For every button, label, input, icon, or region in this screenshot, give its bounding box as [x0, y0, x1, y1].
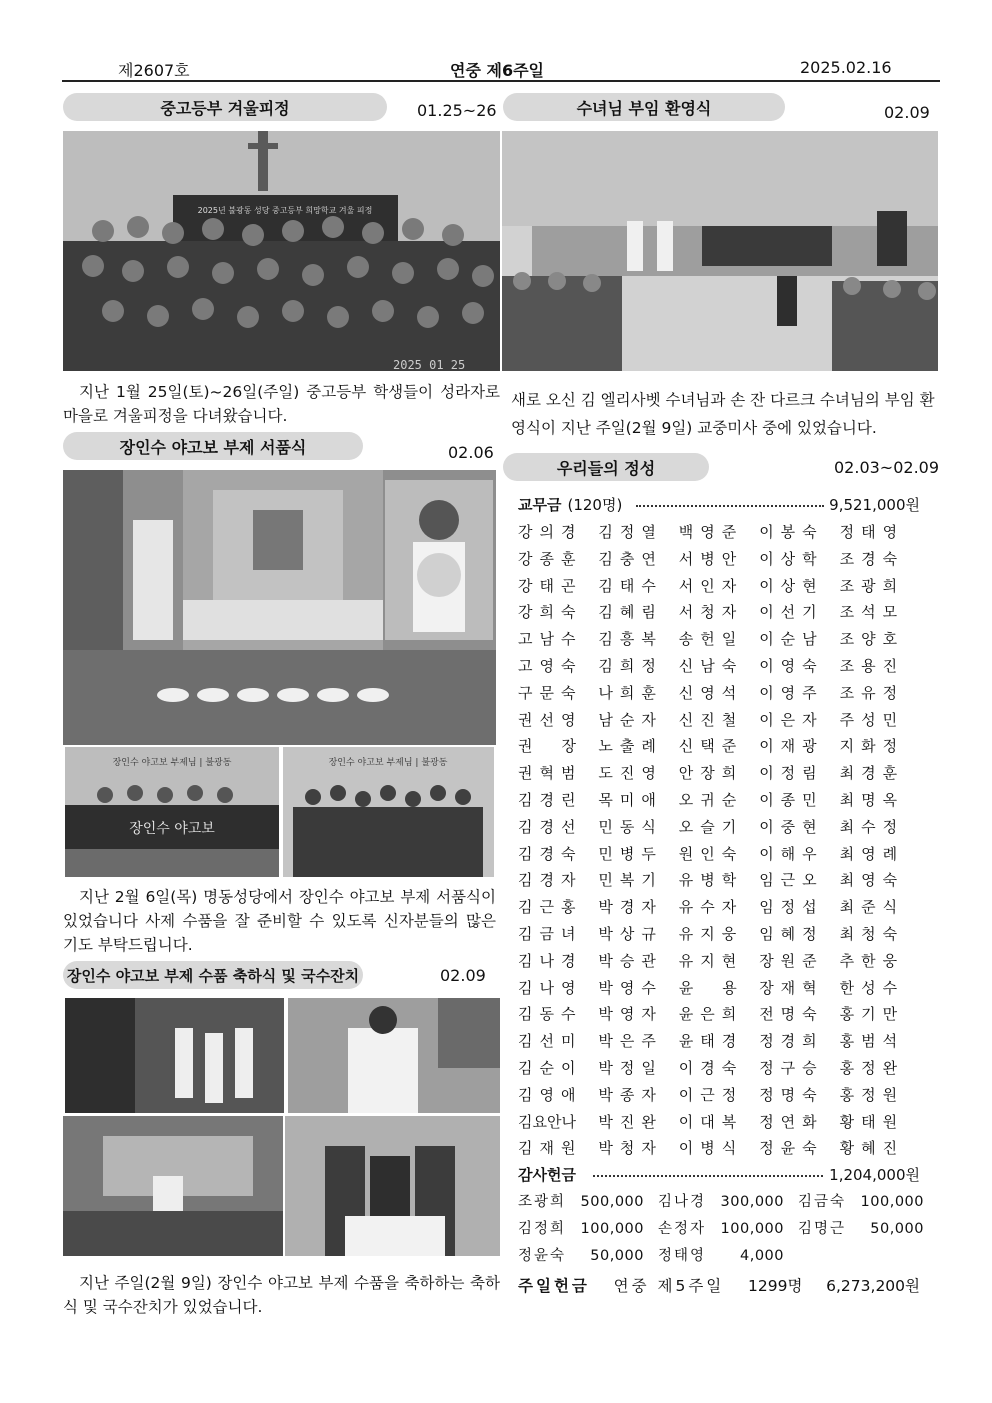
donor-name: 윤태경 [678, 1032, 744, 1051]
thanks-donor-amount: 4,000 [739, 1248, 784, 1265]
donor-name: 이정림 [759, 764, 824, 783]
donor-name: 조용진 [839, 656, 905, 675]
sunday-offering-label: 주일헌금 [518, 1277, 590, 1295]
donor-name: 고영숙 [518, 656, 583, 675]
education-offering-row [518, 492, 920, 519]
thanks-donor-name: 김명근 [798, 1221, 847, 1238]
thanks-donor-amount: 100,000 [860, 1194, 924, 1211]
donor-names-grid [518, 519, 920, 1162]
donor-name: 박상규 [598, 924, 663, 943]
section-date-sisters-welcome: 02.09 [884, 103, 930, 122]
photo-ordination-group-left [65, 747, 279, 877]
leader-dots [636, 492, 824, 507]
donor-name: 임혜정 [759, 924, 824, 943]
donor-name: 조석모 [839, 603, 905, 622]
donor-name: 강희숙 [518, 603, 583, 622]
donor-name: 서병안 [678, 549, 744, 568]
donor-name-row [518, 626, 920, 653]
donor-name: 김흥복 [598, 630, 663, 649]
donor-name: 김요안나 [518, 1112, 576, 1131]
photo-sisters-welcome [502, 131, 938, 371]
education-offering-count: (120명) [567, 496, 623, 514]
donor-name-row [518, 1135, 920, 1162]
sunday-offering-amount: 6,273,200원 [826, 1277, 920, 1295]
donor-name: 박정일 [598, 1058, 663, 1077]
donor-name: 홍기만 [839, 1005, 905, 1024]
donor-name: 고남수 [518, 630, 583, 649]
photo-celebration-mass [63, 1116, 283, 1256]
donor-name: 민복기 [598, 871, 663, 890]
donor-name: 박청자 [598, 1139, 663, 1158]
donor-name: 김희정 [598, 656, 663, 675]
donor-name-row [518, 653, 920, 680]
section-date-winter-retreat: 01.25~26 [417, 101, 497, 120]
donor-name: 유지현 [678, 951, 744, 970]
donor-name: 도진영 [598, 764, 663, 783]
thanks-donor-row [518, 1189, 924, 1216]
donor-name: 민동식 [598, 817, 663, 836]
donor-name: 홍정원 [839, 1085, 905, 1104]
donor-name: 정구승 [759, 1058, 824, 1077]
donor-name: 조광희 [839, 576, 905, 595]
donor-name: 주성민 [839, 710, 905, 729]
donor-name: 나희훈 [598, 683, 663, 702]
donor-name-row [518, 948, 920, 975]
donor-name: 오슬기 [678, 817, 744, 836]
donor-name-row [518, 841, 920, 868]
donor-name: 홍범석 [839, 1032, 905, 1051]
donor-name-row [518, 519, 920, 546]
donor-name: 유수자 [678, 898, 744, 917]
leader-dots [593, 1162, 823, 1177]
donor-name: 목미애 [598, 790, 663, 809]
donor-name: 권혁범 [518, 764, 583, 783]
thanks-donor-row [518, 1243, 920, 1270]
donor-name: 정태영 [839, 523, 905, 541]
thanks-offering-label: 감사헌금 [518, 1166, 576, 1185]
donor-name: 김영애 [518, 1085, 583, 1104]
education-offering-label: 교무금 (120명) [518, 496, 623, 514]
donor-name: 원인숙 [678, 844, 744, 863]
donor-name: 정경희 [759, 1032, 824, 1051]
thanks-donor-amount: 50,000 [590, 1248, 644, 1265]
donor-name: 박영수 [598, 978, 663, 997]
donor-name: 이중현 [759, 817, 824, 836]
donor-name: 임정섭 [759, 898, 824, 917]
issue-date: 2025.02.16 [800, 58, 892, 77]
caption-sisters-welcome: 새로 오신 김 엘리사벳 수녀님과 손 잔 다르크 수녀님의 부임 환영식이 지난 주일(2월 9일) 교중미사 중에 있었습니다. [511, 391, 935, 437]
donor-name: 신남숙 [678, 656, 744, 675]
donor-name: 박은주 [598, 1032, 663, 1051]
donor-name: 신영석 [678, 683, 744, 702]
donor-name: 권 장 [518, 737, 583, 756]
donor-name: 이병식 [678, 1139, 744, 1158]
donor-name: 김재원 [518, 1139, 583, 1158]
photo-ordination-ceremony [63, 470, 496, 745]
donor-name-row [518, 599, 920, 626]
donor-name: 서청자 [678, 603, 744, 622]
donor-name: 홍정완 [839, 1058, 905, 1077]
donor-name: 유지웅 [678, 924, 744, 943]
donor-name-row [518, 1109, 920, 1136]
donor-name: 정윤숙 [759, 1139, 824, 1158]
donor-name: 이해우 [759, 844, 824, 863]
donor-name: 서인자 [678, 576, 744, 595]
donor-name: 박진완 [598, 1112, 663, 1131]
donor-name: 최명옥 [839, 790, 905, 809]
donor-name: 신택준 [678, 737, 744, 756]
caption-ordination: 지난 2월 6일(목) 명동성당에서 장인수 야고보 부제 서품식이 있었습니다 사제 수품을 잘 준비할 수 있도록 신자분들의 많은 기도 부탁드립니다. [63, 888, 496, 954]
donor-name: 김선미 [518, 1032, 583, 1051]
banner-right-text: 장인수 야고보 부제님 | 불광동 [328, 758, 448, 768]
donor-name: 정연화 [759, 1112, 824, 1131]
thanks-donor-name: 김나경 [658, 1194, 707, 1211]
donor-name: 강의경 [518, 523, 583, 541]
section-title-offerings: 우리들의 정성 [503, 453, 709, 481]
page-header [62, 58, 940, 82]
donor-name: 김충연 [598, 549, 663, 568]
donor-name: 김정열 [598, 523, 663, 541]
donor-name: 최청숙 [839, 924, 905, 943]
donor-name-row [518, 975, 920, 1002]
donor-name: 전명숙 [759, 1005, 824, 1024]
donor-name-row [518, 546, 920, 573]
donor-name: 장원준 [759, 951, 824, 970]
thanks-donor-amount: 300,000 [720, 1194, 784, 1211]
thanks-offering-amount: 1,204,000원 [829, 1166, 920, 1185]
donor-name: 노출례 [598, 737, 663, 756]
donor-name: 백영준 [678, 523, 744, 541]
photo-celebration-chalice [288, 998, 500, 1113]
donor-name-row [518, 1082, 920, 1109]
donor-name: 남순자 [598, 710, 663, 729]
donor-name-row [518, 1055, 920, 1082]
donor-name: 추한웅 [839, 951, 905, 970]
sunday-offering-week: 연중 제5주일 [613, 1277, 725, 1295]
donor-name-row [518, 1028, 920, 1055]
donor-name: 강종훈 [518, 549, 583, 568]
photo-winter-retreat-group [63, 131, 500, 371]
donor-name: 윤은희 [678, 1005, 744, 1024]
donor-name-row [518, 921, 920, 948]
thanks-donor-amount: 100,000 [580, 1221, 644, 1238]
section-title-winter-retreat: 중고등부 겨울피정 [63, 93, 387, 121]
donor-name: 박종자 [598, 1085, 663, 1104]
thanks-offering-row [518, 1162, 920, 1189]
offerings-list [518, 492, 924, 1270]
donor-name: 이영숙 [759, 656, 824, 675]
donor-name: 이근정 [678, 1085, 744, 1104]
donor-name: 이봉숙 [759, 523, 824, 541]
thanks-donor-amount: 100,000 [720, 1221, 784, 1238]
donor-name: 김경숙 [518, 844, 583, 863]
donor-name: 최수정 [839, 817, 905, 836]
photo-date-stamp: 2025 01 25 [393, 358, 466, 371]
photo-celebration-procession [65, 998, 284, 1113]
donor-name: 구문숙 [518, 683, 583, 702]
donor-name: 이경숙 [678, 1058, 744, 1077]
donor-name: 한성수 [839, 978, 905, 997]
section-title-ordination: 장인수 야고보 부제 서품식 [63, 432, 363, 460]
donor-name: 오귀순 [678, 790, 744, 809]
donor-name: 이순남 [759, 630, 824, 649]
donor-name: 조경숙 [839, 549, 905, 568]
donor-name: 황태원 [839, 1112, 905, 1131]
donor-name: 김나경 [518, 951, 583, 970]
thanks-donor-amount: 500,000 [580, 1194, 644, 1211]
donor-name: 김순이 [518, 1058, 583, 1077]
donor-name: 조유정 [839, 683, 905, 702]
donor-name: 최준식 [839, 898, 905, 917]
thanks-donor-name: 정태영 [658, 1248, 707, 1265]
thanks-donor-name: 김금숙 [798, 1194, 847, 1211]
donor-name-row [518, 1001, 920, 1028]
caption-winter-retreat: 지난 1월 25일(토)~26일(주일) 중고등부 학생들이 성라자로 마을로 겨울피정을 다녀왔습니다. [63, 383, 500, 425]
donor-name: 김근홍 [518, 898, 583, 917]
donor-name-row [518, 680, 920, 707]
donor-name: 김동수 [518, 1005, 583, 1024]
donor-name: 조양호 [839, 630, 905, 649]
sunday-offering-row [518, 1274, 920, 1296]
thanks-donor-row [518, 1216, 924, 1243]
donor-name: 박승관 [598, 951, 663, 970]
donor-name: 유병학 [678, 871, 744, 890]
liturgical-week: 연중 제6주일 [450, 61, 544, 80]
section-title-sisters-welcome: 수녀님 부임 환영식 [503, 93, 785, 121]
donor-name: 이선기 [759, 603, 824, 622]
donor-name: 김금녀 [518, 924, 583, 943]
thanks-donor-name: 김정희 [518, 1221, 567, 1238]
donor-name-row [518, 787, 920, 814]
donor-name: 김경선 [518, 817, 583, 836]
banner-sign-text: 장인수 야고보 [129, 821, 215, 837]
donor-name: 최경훈 [839, 764, 905, 783]
donor-name-row [518, 760, 920, 787]
section-date-ordination: 02.06 [448, 443, 494, 462]
section-date-celebration: 02.09 [440, 966, 486, 985]
donor-name: 박경자 [598, 898, 663, 917]
donor-name: 지화정 [839, 737, 905, 756]
donor-name-row [518, 894, 920, 921]
donor-name: 이영주 [759, 683, 824, 702]
donor-name: 안장희 [678, 764, 744, 783]
photo-ordination-group-right [283, 747, 494, 877]
issue-number: 제2607호 [118, 61, 190, 80]
donor-name: 이재광 [759, 737, 824, 756]
donor-name: 이상학 [759, 549, 824, 568]
donor-name: 최영숙 [839, 871, 905, 890]
donor-name-row [518, 707, 920, 734]
donor-name: 최영례 [839, 844, 905, 863]
banner-left-text: 장인수 야고보 부제님 | 불광동 [112, 758, 232, 768]
donor-name: 김나영 [518, 978, 583, 997]
retreat-banner-text: 2025년 불광동 성당 중고등부 희망학교 겨울 피정 [197, 206, 373, 215]
thanks-donor-name: 조광희 [518, 1194, 567, 1211]
donor-name: 정명숙 [759, 1085, 824, 1104]
donor-name: 김경자 [518, 871, 583, 890]
donor-name: 김경린 [518, 790, 583, 809]
donor-name: 장재혁 [759, 978, 824, 997]
donor-name: 이은자 [759, 710, 824, 729]
donor-name-row [518, 733, 920, 760]
donor-name: 강태곤 [518, 576, 583, 595]
donor-name-row [518, 814, 920, 841]
thanks-donor-name: 손정자 [658, 1221, 707, 1238]
donor-name: 김태수 [598, 576, 663, 595]
donor-name: 김혜림 [598, 603, 663, 622]
thanks-donors [518, 1189, 924, 1270]
donor-name: 이종민 [759, 790, 824, 809]
donor-name: 황혜진 [839, 1139, 905, 1158]
donor-name: 윤 용 [678, 978, 744, 997]
sunday-offering-count: 1299명 [748, 1277, 803, 1295]
donor-name: 임근오 [759, 871, 824, 890]
donor-name-row [518, 573, 920, 600]
donor-name: 신진철 [678, 710, 744, 729]
donor-name: 송헌일 [678, 630, 744, 649]
education-offering-amount: 9,521,000원 [829, 496, 920, 514]
photo-celebration-noodle-party [285, 1116, 500, 1256]
thanks-donor-amount: 50,000 [870, 1221, 924, 1238]
section-date-offerings: 02.03~02.09 [834, 458, 940, 477]
donor-name: 박영자 [598, 1005, 663, 1024]
donor-name: 이대복 [678, 1112, 744, 1131]
caption-celebration: 지난 주일(2월 9일) 장인수 야고보 부제 수품을 축하하는 축하식 및 국수잔치가 있었습니다. [63, 1274, 500, 1316]
donor-name: 권선영 [518, 710, 583, 729]
thanks-donor-name: 정윤숙 [518, 1248, 567, 1265]
donor-name: 민병두 [598, 844, 663, 863]
section-title-celebration: 장인수 야고보 부제 수품 축하식 및 국수잔치 [63, 961, 363, 989]
donor-name: 이상현 [759, 576, 824, 595]
donor-name-row [518, 867, 920, 894]
